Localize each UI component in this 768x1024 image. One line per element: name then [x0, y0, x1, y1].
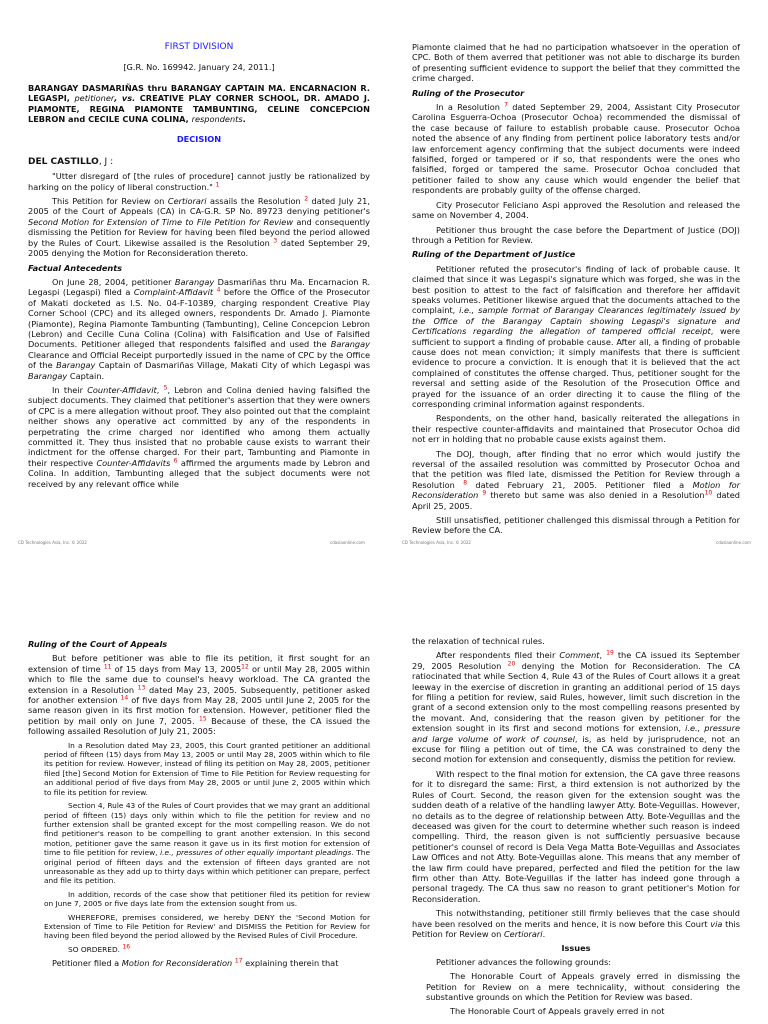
- footnote-link[interactable]: 9: [482, 489, 487, 497]
- footnote-link[interactable]: 1: [215, 180, 220, 188]
- section-heading: Ruling of the Court of Appeals: [28, 639, 168, 649]
- block-quote: SO ORDERED. $^{16}$: [68, 943, 131, 954]
- footnote-link[interactable]: 16: [122, 943, 131, 951]
- footnote-link[interactable]: 17: [234, 957, 243, 965]
- epigraph: "Utter disregard of [the rules of procedure] cannot justly be rationalized by harking on the policy of liberal construction." $^1$: [28, 171, 370, 192]
- decision-heading: DECISION: [176, 134, 222, 145]
- paragraph: This notwithstanding, petitioner still firmly believes that the case should have been resolved on the merits and hence, it is now before this Court via this Petition for Review on Certiorari.: [412, 908, 741, 939]
- footer-copyright: CD Technologies Asia, Inc. © 2022: [402, 540, 471, 545]
- page-2: [0, 628, 768, 1024]
- division-heading: FIRST DIVISION: [164, 42, 234, 52]
- footnote-link[interactable]: 11: [103, 663, 112, 671]
- paragraph: City Prosecutor Feliciano Aspi approved the Resolution and released the same on November 4, 2004.: [412, 199, 740, 221]
- footnote-link[interactable]: 12: [241, 663, 249, 671]
- paragraph: Still unsatisfied, petitioner challenged this dismissal through a Petition for Review before the CA.: [412, 515, 740, 536]
- paragraph: the relaxation of technical rules.: [412, 636, 545, 646]
- paragraph: Petitioner thus brought the case before the Department of Justice (DOJ) through a Petition for Review.: [412, 224, 740, 245]
- footer-site: cdasiaonline.com: [716, 540, 751, 545]
- paragraph: But before petitioner was able to file its petition, it first sought for an extension of time $^{11}$ of 15 days from May 13, 2005$^{12}$ or until May 28, 2005 within which to file the same due to counsel's heavy workload. The CA granted the extension in a Resolution $^{13}$ dated May 23, 2005. Subsequently, petitioner asked for another extension $^{14}$ of five days from May 28, 2005 until June 2, 2005 for the same reason given in its first motion for extension. However, petitioner filed the petition by mail only on June 7, 2005. $^{15}$ Because of these, the CA issued the following assailed Resolution of July 21, 2005:: [28, 653, 371, 737]
- paragraph: Respondents, on the other hand, basically reiterated the allegations in their respective counter-affidavits and maintained that Prosecutor Ochoa did not err in holding that no probable cause exists against them.: [412, 413, 740, 445]
- block-quote: In addition, records of the case show that petitioner filed its petition for review on June 7, 2005 or five days late from the extension sought from us.: [44, 889, 370, 909]
- footer-copyright: CD Technologies Asia, Inc. © 2022: [18, 540, 87, 545]
- paragraph: In their Counter-Affidavit, $^5$, Lebron and Colina denied having falsified the subject documents. They claimed that petitioner's assertion that they were owners of CPC is a mere allegation without proof. They also pointed out that the complaint neither shows any operative act committed by any of the respondents in perpetrating the crime charged nor identified who among them actually committed it. They thus insisted that no probable cause exists to warrant their indictment for the offense charged. For their part, Tambunting and Piamonte in their respective Counter-Affidavits $^6$ affirmed the arguments made by Lebron and Colina. In addition, Tambunting alleged that the subject documents were not received by any relevant office while: [28, 384, 370, 489]
- footnote-link[interactable]: 10: [704, 489, 713, 497]
- page-gap: [0, 552, 768, 628]
- page-1-right-column: [412, 42, 740, 540]
- gr-number: [G.R. No. 169942. January 24, 2011.]: [123, 62, 275, 73]
- section-heading: Ruling of the Prosecutor: [412, 87, 525, 98]
- paragraph: Piamonte claimed that he had no participation whatsoever in the operation of CPC. Both of them averred that petitioner was not able to discharge its burden of presenting sufficient evidence to support the belief that they committed the crime charged.: [412, 42, 740, 84]
- paragraph: In a Resolution $^7$ dated September 29, 2004, Assistant City Prosecutor Carolina Esguerra-Ochoa (Prosecutor Ochoa) recommended the dismissal of the case because of failure to establish probable cause. Prosecutor Ochoa noted the absence of any finding from pertinent police laboratory tests and/or law enforcement agency confirming that the subject documents were indeed falsified, forged or tampered or if so, that respondents were the ones who falsified, forged or tampered the same. Prosecutor Ochoa concluded that petitioner failed to show any cause which would engender the belief that respondents are probably guilty of the offense charged.: [412, 101, 740, 196]
- block-quote: WHEREFORE, premises considered, we hereby DENY the 'Second Motion for Extension of Time to File Petition for Review' and DISMISS the Petition for Review for having been filed beyond the period allowed by the Revised Rules of Civil Procedure.: [44, 912, 370, 941]
- paragraph: Petitioner filed a Motion for Reconsideration $^{17}$ explaining therein that: [52, 957, 339, 969]
- paragraph: With respect to the final motion for extension, the CA gave three reasons for it to disregard the same: First, a third extension is not authorized by the Rules of Court. Second, the reason given for the extension sought was the sudden death of a relative of the handling lawyer Atty. Bote-Veguillas. However, no details as to the degree of relationship between Atty. Bote-Veguillas and the deceased was given for the court to determine whether such reason is indeed compelling. Third, the reason given is not sufficiently persuasive because petitioner's counsel of record is Dela Vega Matta Bote-Veguillas and Associates Law Offices and not Atty. Bote-Veguillas alone. This means that any member of the law firm could have prepared, perfected and filed the petition for the law firm other than Atty. Bote-Veguillas if the latter has indeed gone through a personal tragedy. The CA thus saw no reason to grant petitioner's Motion for Reconsideration.: [412, 768, 740, 904]
- footnote-link[interactable]: 14: [120, 694, 129, 702]
- footnote-link[interactable]: 7: [504, 101, 508, 109]
- footnote-link[interactable]: 13: [137, 683, 146, 691]
- footnote-link[interactable]: 6: [173, 457, 178, 465]
- footnote-link[interactable]: 3: [273, 236, 278, 244]
- page-2-right-column: [412, 636, 740, 1021]
- page-1-left-column: [28, 42, 370, 493]
- footer-site: cdasiaonline.com: [330, 540, 365, 545]
- paragraph: After respondents filed their Comment, $^{19}$ the CA issued its September 29, 2005 Resolution $^{20}$ denying the Motion for Reconsideration. The CA ratiocinated that while Section 4, Rule 43 of the Rules of Court allows it a great leeway in the exercise of discretion in granting an additional period of 15 days for filing a petition for review, said Rules, however, limit such discretion in the grant of a second extension only to the most compelling reasons presented by the movant. And, considering that the reason given by petitioner for the extension sought in its first and second motions for extension, i.e., pressure and large volume of work of counsel, is, as held by jurisprudence, not an excuse for filing a petition out of time, the CA was constrained to deny the second motion for extension and consequently, dismiss the petition for review.: [412, 649, 740, 765]
- footnote-link[interactable]: 5: [163, 384, 168, 392]
- page-2-left-column: [28, 636, 370, 973]
- section-heading: Factual Antecedents: [28, 262, 123, 273]
- footnote-link[interactable]: 20: [507, 660, 516, 668]
- footnote-link[interactable]: 19: [606, 649, 614, 657]
- block-quote: In a Resolution dated May 23, 2005, this Court granted petitioner an additional period of fifteen (15) days from May 13, 2005 or until May 28, 2005 within which to file its petition for review. However, instead of filing its petition on May 28, 2005, petitioner filed [the] Second Motion for Extension of Time to File Petition for Review requesting for an additional period of five days from May 28, 2005 or until June 2, 2005 within which to file its petition for review.: [44, 740, 370, 797]
- paragraph: Petitioner advances the following grounds:: [436, 956, 611, 967]
- footnote-link[interactable]: 8: [463, 479, 468, 487]
- paragraph: The DOJ, though, after finding that no error which would justify the reversal of the assailed resolution was committed by Prosecutor Ochoa and that the petition was filed late, dismissed the Petition for Review through a Resolution $^8$ dated February 21, 2005. Petitioner filed a Motion for Reconsideration $^9$ thereto but same was also denied in a Resolution$^{10}$ dated April 25, 2005.: [412, 448, 741, 511]
- block-quote: Section 4, Rule 43 of the Rules of Court provides that we may grant an additional period of fifteen (15) days only within which to file the petition for review and no further extension shall be granted except for the most compelling reason. We do not find petitioner's reason to be compelling to grant another extension. In this second motion, petitioner gave the same reason it gave us in its first motion for extension of time to file petition for review, i.e., pressures of other equally important pleadings. The original period of fifteen days and the extension of fifteen days granted are not unreasonable as they add up to thirty days within which petitioner can prepare, perfect and file its petition.: [44, 801, 370, 886]
- ponente: DEL CASTILLO, J :: [28, 156, 114, 167]
- paragraph: This Petition for Review on Certiorari assails the Resolution $^2$ dated July 21, 2005 of the Court of Appeals (CA) in CA-G.R. SP No. 89723 denying petitioner's Second Motion for Extension of Time to File Petition for Review and consequently dismissing the Petition for Review for having been filed beyond the period allowed by the Rules of Court. Likewise assailed is the Resolution $^3$ dated September 29, 2005 denying the Motion for Reconsideration thereto.: [28, 195, 370, 259]
- case-parties: BARANGAY DASMARIÑAS thru BARANGAY CAPTAIN MA. ENCARNACION R. LEGASPI, petitioner, vs. CREATIVE PLAY CORNER SCHOOL, DR. AMADO J. PIAMONTE, REGINA PIAMONTE TAMBUNTING, CELINE CONCEPCION LEBRON and CECILE CUNA COLINA, respondents.: [28, 82, 370, 125]
- footnote-link[interactable]: 15: [199, 715, 207, 723]
- issue-item: The Honorable Court of Appeals gravely erred in not: [450, 1006, 665, 1017]
- issues-heading: Issues: [561, 943, 591, 954]
- issue-item: The Honorable Court of Appeals gravely erred in dismissing the Petition for Review on a mere technicality, without considering the substantive grounds on which the Petition for Review was based.: [426, 971, 740, 1002]
- section-heading: Ruling of the Department of Justice: [412, 249, 576, 260]
- footnote-link[interactable]: 4: [216, 286, 221, 294]
- paragraph: Petitioner refuted the prosecutor's finding of lack of probable cause. It claimed that since it was Legaspi's signature which was forged, she was in the best position to attest to the fact of falsification and therefore her affidavit speaks volumes. Petitioner likewise argued that the documents attached to the complaint, i.e., sample format of Barangay Clearances legitimately issued by the Office of the Barangay Captain showing Legaspi's signature and Certifications regarding the allegation of tampered official receipt, were sufficient to support a finding of probable cause. After all, a finding of probable cause does not mean conviction; it simply manifests that there is sufficient evidence to procure a conviction. It is enough that it is believed that the act complained of constitutes the offense charged. Thus, petitioner sought for the reversal and setting aside of the Resolution of the Prosecution Office and prayed for the issuance of an order directing it to cause the filing of the corresponding criminal information against respondents.: [412, 263, 741, 409]
- footnote-link[interactable]: 2: [304, 195, 309, 203]
- paragraph: On June 28, 2004, petitioner Barangay Dasmariñas thru Ma. Encarnacion R. Legaspi (Legaspi) filed a Complaint-Affidavit $^4$ before the Office of the Prosecutor of Makati docketed as I.S. No. 04-F-10389, charging respondent Creative Play Corner School (CPC) and its alleged owners, respondents Dr. Amado J. Piamonte (Piamonte), Regina Piamonte Tambunting (Tambunting), Celine Concepcion Lebron (Lebron) and Cecille Cuna Colina (Colina) with Falsification and Use of Falsified Documents. Petitioner alleged that respondents falsified and used the Barangay Clearance and Official Receipt purportedly issued in the name of CPC by the Office of the Barangay Captain of Dasmariñas Village, Makati City of which Legaspi was Barangay Captain.: [28, 276, 371, 381]
